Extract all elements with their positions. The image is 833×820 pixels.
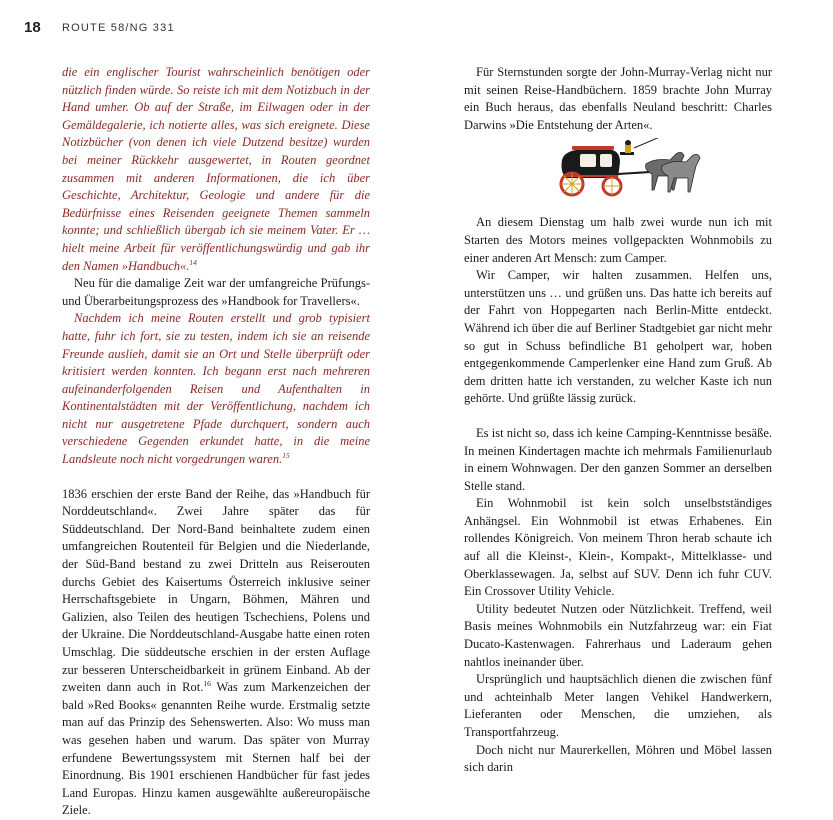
paragraph: Für Sternstunden sorgte der John-Murray-Verlag nicht nur mit seinen Reise-Handbüchern. 1859 brachte John Murray ein Buch heraus, das ebenfalls Neuland beschritt: Charles Darwins »Die Entstehung der Arten«. — [464, 65, 772, 132]
quote-text: Nachdem ich meine Routen erstellt und grob typisiert hatte, fuhr ich fort, sie zu testen, indem ich sie an reisende Freunde auslieh, damit sie an Ort und Stelle überprüft oder kritisiert werden konnten. Ich begann erst nach mehreren aufeinanderfolgenden Reisen und Aufenthalten in Kontinentalstädten mit der Veröffentlichung, nachdem ich nicht nur ausgetretene Pfade durchquert, sondern auch verschiedene Gegenden erkundet hatte, in die meine Landsleute noch nicht vorgedrungen waren. — [62, 311, 370, 467]
paragraph: Neu für die damalige Zeit war der umfangreiche Prüfungs- und Überarbeitungsprozess des »Handbook for Travellers«. — [62, 276, 370, 308]
paragraph: Es ist nicht so, dass ich keine Camping-Kenntnisse besäße. In meinen Kindertagen machte ich mehrmals Familienurlaub in einem Wohnwagen. Der den ganzen Sommer an derselben Stelle stand. — [464, 425, 772, 493]
paragraph: Doch nicht nur Maurerkellen, Möhren und Möbel lassen sich darin — [464, 742, 772, 775]
quote-text: die ein englischer Tourist wahrscheinlich benötigen oder nützlich finden würde. So reiste ich mit dem Notizbuch in der Hand umher. Ob auf der Straße, im Eilwagen oder in der Gemäldegalerie, ich notierte alles, was sich ereignete. Diese Notizbücher (von denen ich viele Dutzend besitze) wurden bei meiner Rückkehr ausgewertet, in Routen geordnet zusammen mit anderen Informationen, die ich über Geschichte, Architektur, Geologie und andere für die Bedürfnisse eines Reisenden geeignete Themen sammeln konnte; und schließlich übergab ich sie meinem Vater. Er … hielt meine Arbeit für veröffentlichungswürdig und gab ihr den Namen »Handbuch«. — [62, 65, 370, 273]
paragraph: Ein Wohnmobil ist kein solch unselbstständiges Anhängsel. Ein Wohnmobil ist etwas Erhabenes. Ein rollendes Königreich. Von meinem Thron herab schaute ich auf all die Kleinst-, Klein-, Kompakt-, Mittelklasse- und Oberklassewagen. Ja, selbst auf SUV. Denn ich fuhr CUV. Ein Crossover Utility Vehicle. — [464, 496, 772, 599]
paragraph: Ursprünglich und hauptsächlich dienen die zwischen fünf und achteinhalb Meter langen Vehikel Handwerkern, Lieferanten oder Menschen, die umziehen, als Transportfahrzeug. — [464, 672, 772, 739]
paragraph — [62, 486, 370, 820]
carriage-illustration — [464, 134, 772, 214]
horse-carriage-icon — [554, 138, 704, 202]
block-quote — [62, 64, 370, 275]
paragraph: Wir Camper, wir halten zusammen. Helfen uns, unterstützen uns … und grüßen uns. Das hatte ich bereits auf der Fahrt von Hoppegarten nach Berlin-Mitte entdeckt. Während ich über die auf Berliner Stadtgebiet gar nicht mehr so gut in Schuss befindliche B1 geholpert war, hoben entgegenkommende Camperlenker eine Hand zum Gruß. Ab dem dritten hatte ich verstanden, zu welcher Kaste ich nun gehörte. Und grüßte lässig zurück. — [464, 268, 772, 406]
paragraph-text: Was zum Markenzeichen der bald »Red Books« genannten Reihe wurde. Erstmalig setzte man auf das Prinzip des Sehenswerten. Also: Wo muss man was gesehen haben und warum. Das später von Murray erfundene Bewertungssystem mit Sternen half bei der Einordnung. Bis 1901 erschienen Handbücher für fast jedes Land Europas. Hinzu kamen ausgewählte außereuropäische Ziele. — [62, 680, 370, 818]
page-number-left: 18 — [24, 19, 41, 36]
paragraph-text: 1836 erschien der erste Band der Reihe, das »Handbuch für Norddeutschland«. Zwei Jahre später das für Süddeutschland. Der Nord-Band beinhaltete zudem einen umfangreichen Routenteil für Belgien und die Niederlande, der Süd-Band bestand zu zwei Dritteln aus Reiserouten durchs Gebiet des Kaisertums Österreich inklusive seiner Herrschaftsgebiete in Ungarn, Böhmen, Mähren und Galizien, also Teilen des heutigen Tschechiens, Polens und der Ukraine. Die Norddeutschland-Ausgabe hatte einen roten Umschlag. Die süddeutsche erschien in der ersten Auflage zur besseren Unterscheidbarkeit in grünem Einband. Ab der zweiten dann auch in Rot. — [62, 486, 370, 695]
left-page-body — [62, 64, 370, 820]
block-quote — [62, 310, 370, 468]
footnote-ref: 16 — [203, 679, 211, 689]
right-page-body — [464, 64, 772, 777]
paragraph: An diesem Dienstag um halb zwei wurde nun ich mit Starten des Motors meines vollgepackten Wohnmobils zu einer anderen Art Mensch: zum Camper. — [464, 215, 772, 265]
footnote-ref: 15 — [282, 450, 290, 460]
running-head-left: ROUTE 58/NG 331 — [62, 22, 175, 34]
footnote-ref: 14 — [189, 257, 197, 267]
paragraph: Utility bedeutet Nutzen oder Nützlichkeit. Treffend, weil Basis meines Wohnmobils ein Nutzfahrzeug war: ein Fiat Ducato-Kastenwagen. Fahrerhaus und Laderaum gehen nahtlos ineinander über. — [464, 601, 772, 669]
